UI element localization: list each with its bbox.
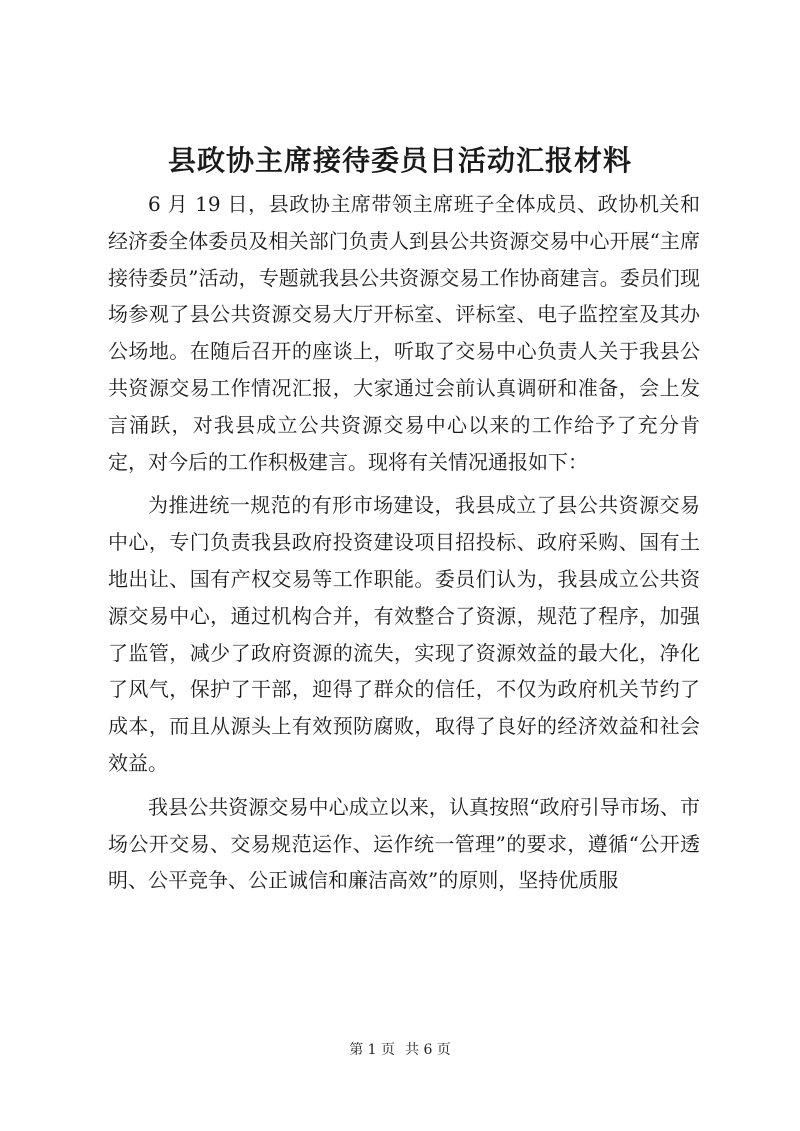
paragraph-1: 6 月 19 日，县政协主席带领主席班子全体成员、政协机关和经济委全体委员及相关部门负责人到县公共资源交易中心开展“主席接待委员”活动，专题就我县公共资源交易工作协商建言。委员们现场参观了县公共资源交易大厅开标室、评标室、电子监控室及其办公场地。在随后召开的座谈上，听取了交易中心负责人关于我县公共资源交易工作情况汇报，大家通过会前认真调研和准备，会上发言涌跃，对我县成立公共资源交易中心以来的工作给予了充分肯定，对今后的工作积极建言。现将有关情况通报如下：: [108, 192, 700, 474]
paragraph-3: 我县公共资源交易中心成立以来，认真按照“政府引导市场、市场公开交易、交易规范运作、运作统一管理”的要求，遵循“公开透明、公平竞争、公正诚信和廉洁高效”的原则，坚持优质服: [108, 794, 700, 893]
page-number: 第 1 页: [349, 1042, 395, 1058]
document-body: [108, 186, 700, 906]
page-total: 共 6 页: [405, 1042, 451, 1058]
document-title: 县政协主席接待委员日活动汇报材料: [167, 144, 632, 177]
paragraph-2: 为推进统一规范的有形市场建设，我县成立了县公共资源交易中心，专门负责我县政府投资建设项目招投标、政府采购、国有土地出让、国有产权交易等工作职能。委员们认为，我县成立公共资源交易中心，通过机构合并，有效整合了资源，规范了程序，加强了监管，减少了政府资源的流失，实现了资源效益的最大化，净化了风气，保护了干部，迎得了群众的信任，不仅为政府机关节约了成本，而且从源头上有效预防腐败，取得了良好的经济效益和社会效益。: [108, 493, 700, 775]
page-footer: [0, 1040, 800, 1060]
